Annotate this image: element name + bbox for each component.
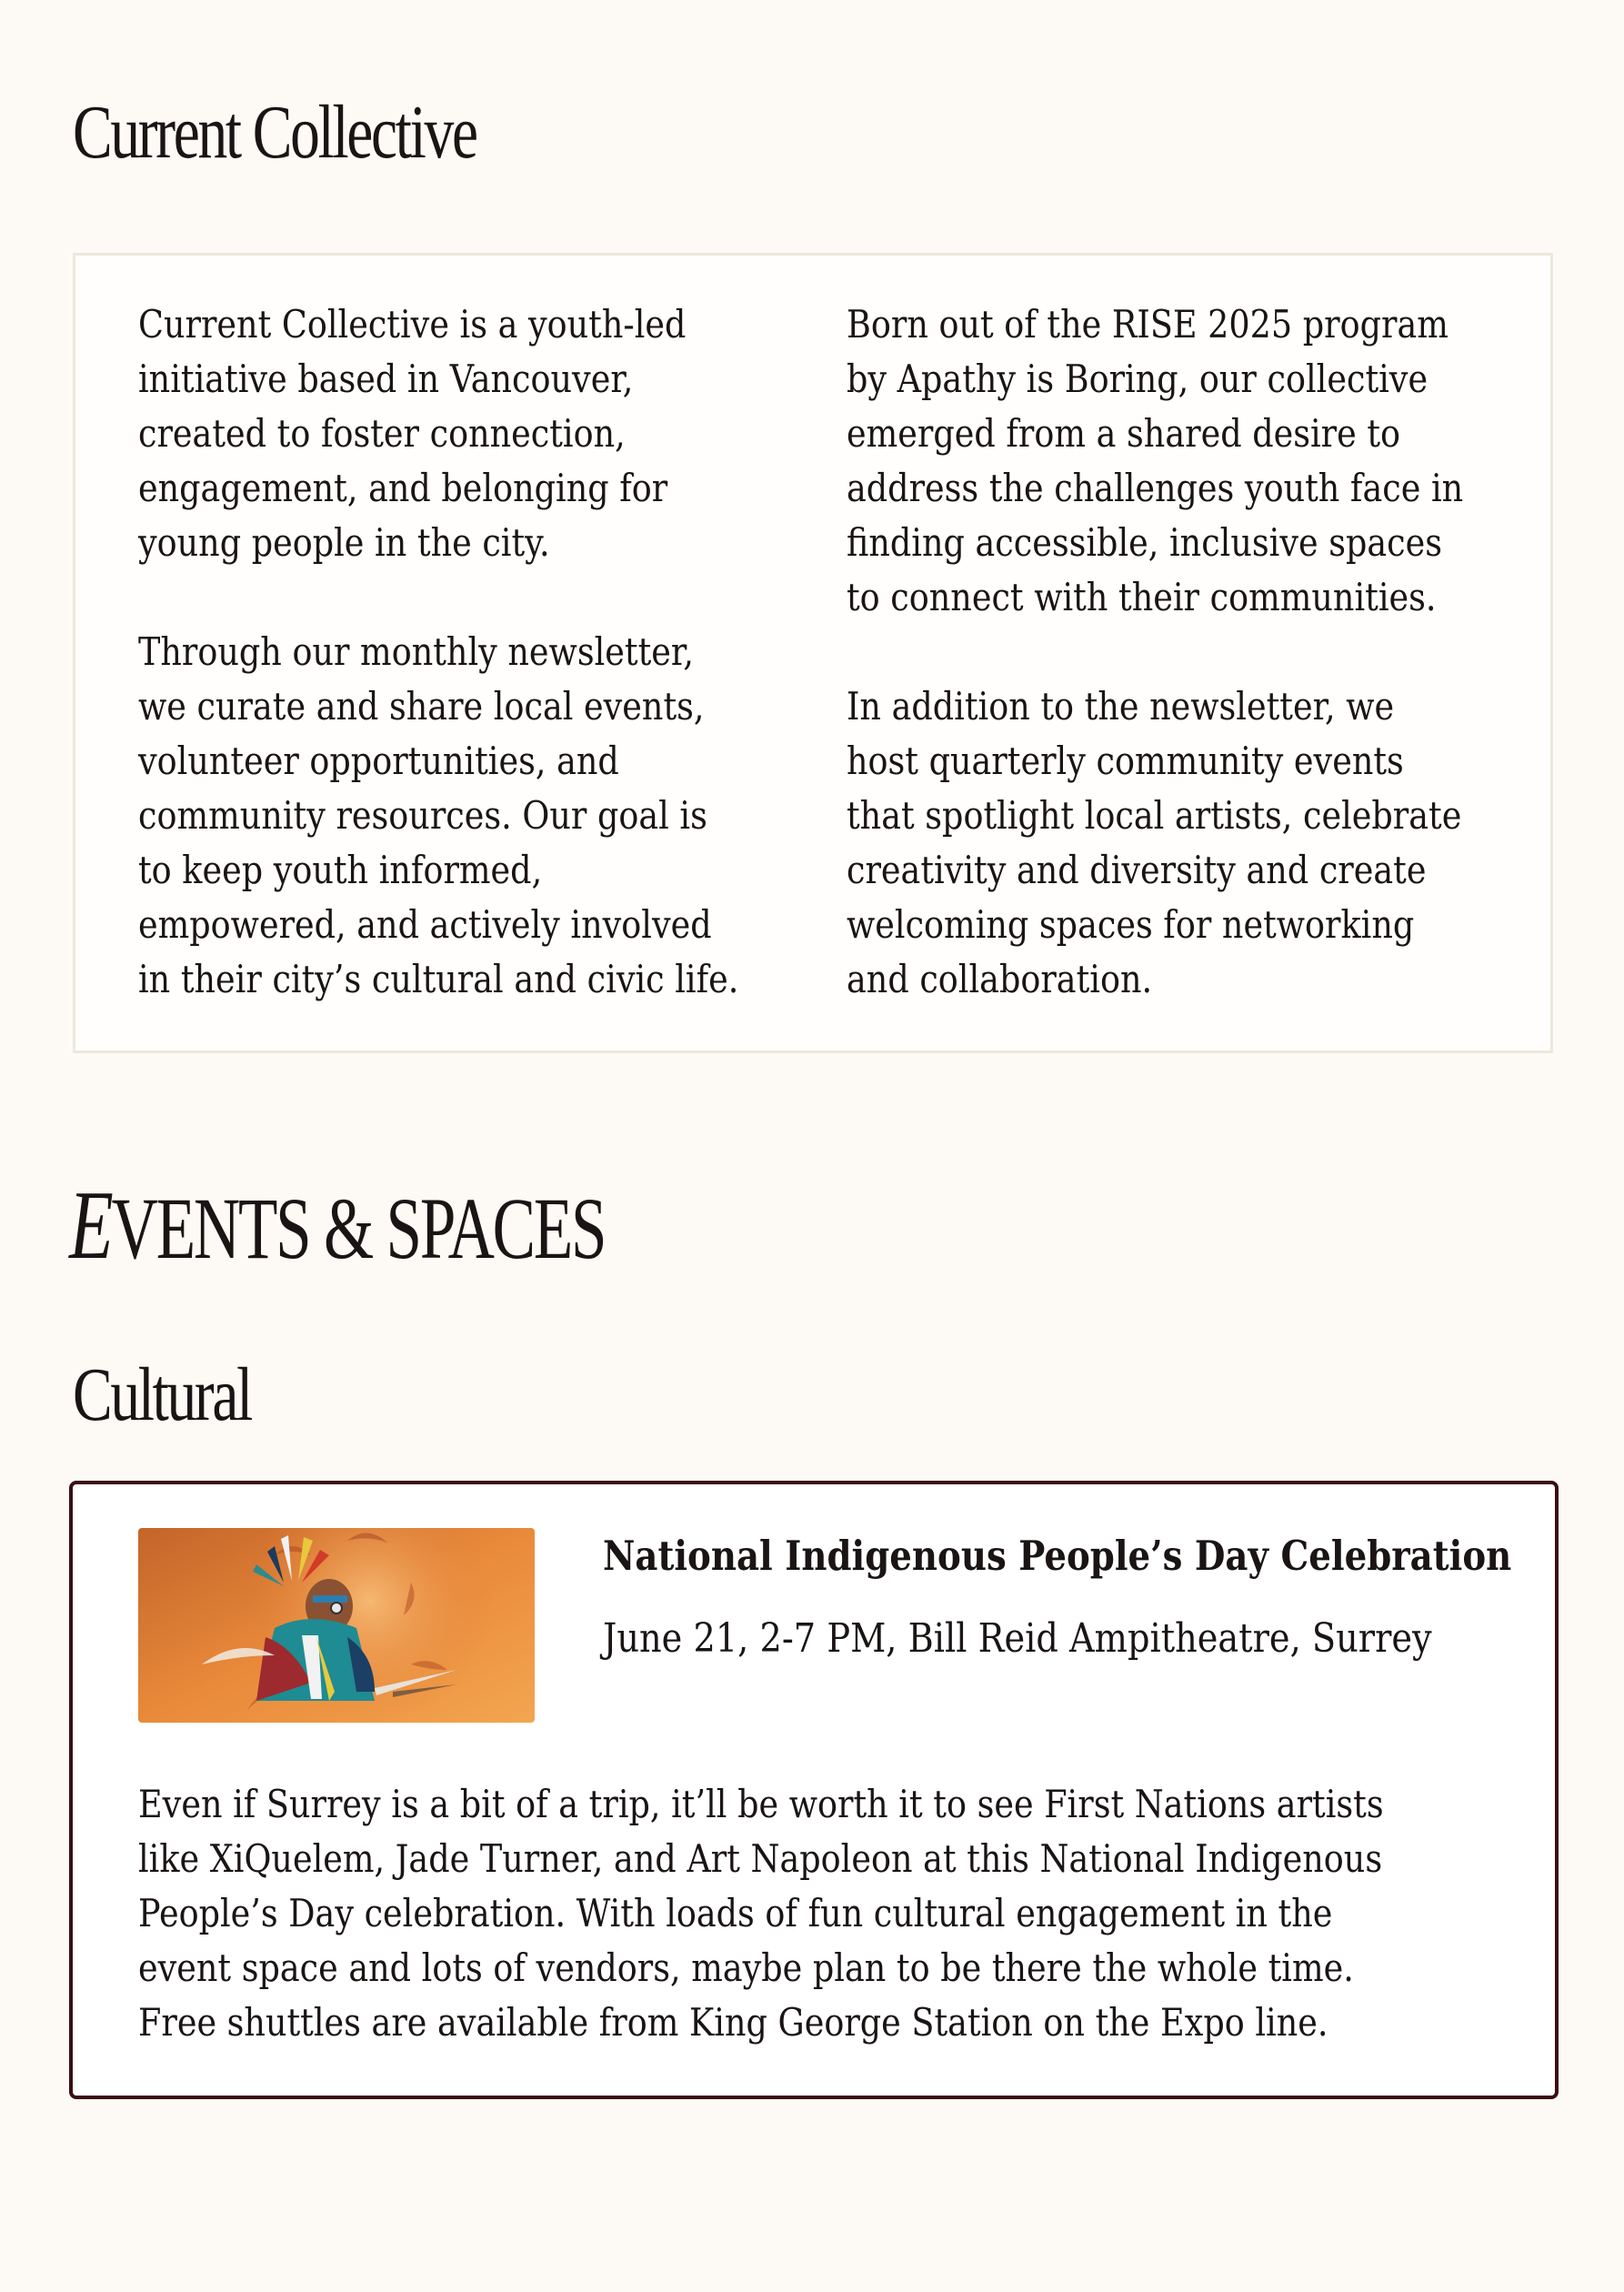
intro-paragraph: Born out of the RISE 2025 program by Apathy is Boring, our collective emerged from a shared desire to address the challenges youth face in finding accessible, inclusive spaces to connect with their communities. [847,302,1464,619]
event-description-line: event space and lots of vendors, maybe plan to be there the whole time. [138,1945,1354,1990]
event-description-line: Even if Surrey is a bit of a trip, it’ll be worth it to see First Nations artists [138,1782,1384,1826]
event-details: June 21, 2-7 PM, Bill Reid Ampitheatre, Surrey [603,1615,1432,1662]
intro-column-right [847,297,1556,1061]
intro-box [73,253,1553,1053]
section-heading-rest: VENTS & SPACES [111,1180,606,1277]
category-heading: Cultural [73,1352,252,1437]
intro-paragraph: In addition to the newsletter, we host quarterly community events that spotlight local artists, celebrate creativity and diversity and create welcoming spaces for networking and collaboration. [847,684,1462,1001]
section-heading-initial: E [69,1171,112,1280]
section-heading [69,1171,606,1280]
event-description-line: Free shuttles are available from King George Station on the Expo line. [138,2000,1328,2045]
intro-paragraph: Through our monthly newsletter, we curate and share local events, volunteer opportunities, and community resources. Our goal is to keep youth informed, empowered, and actively involved in their city’s cultural and civic life. [138,629,739,1001]
event-card [69,1481,1559,2099]
event-description [138,1777,1502,2050]
event-title: National Indigenous People’s Day Celebration [603,1532,1512,1580]
powwow-dancer-photo [138,1528,535,1723]
intro-paragraph: Current Collective is a youth-led initiative based in Vancouver, created to foster connection, engagement, and belonging for young people in the city. [138,302,687,565]
intro-column-left [138,297,828,1061]
event-description-line: like XiQuelem, Jade Turner, and Art Napoleon at this National Indigenous [138,1836,1383,1881]
page-title: Current Collective [73,90,476,175]
event-description-line: People’s Day celebration. With loads of fun cultural engagement in the [138,1891,1333,1935]
